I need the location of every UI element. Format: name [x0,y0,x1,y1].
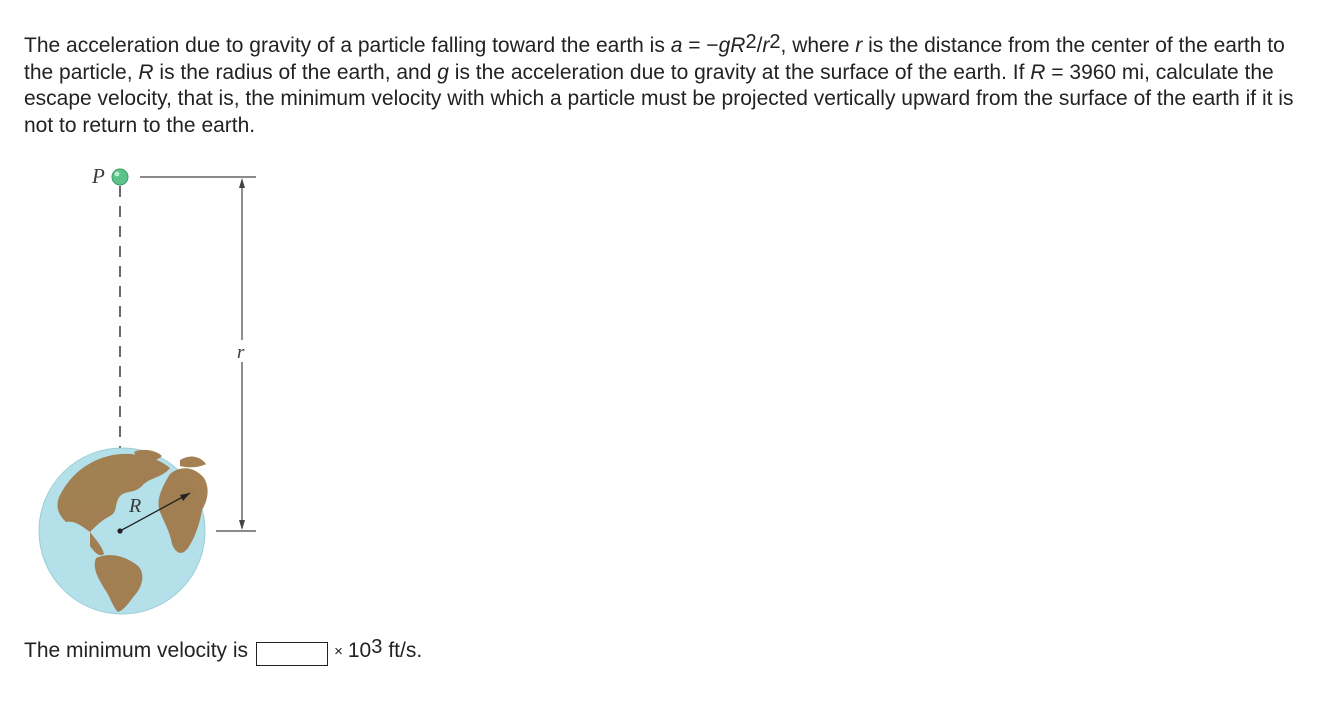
exponent-2a: 2 [745,31,757,53]
answer-prefix: The minimum velocity is [24,639,249,662]
equals-minus: = − [682,34,719,57]
r-arrow-down [239,520,245,530]
slash: / [756,34,763,57]
var-R: R [138,60,154,84]
problem-text-4: is the radius of the earth, and [153,60,438,84]
problem-text-3: is the distance from the center of the earth to the particle, [24,34,1285,84]
answer-row: The minimum velocity is × 10 $^3$ ft/s. [24,636,422,666]
earth-diagram [30,160,270,620]
particle-icon [112,169,128,185]
problem-text-6: = 3960 mi, calculate the escape velocity, that is, the minimum velocity with which a particle must be projected vertically upward from the surface of the earth if it is not to return to the earth. [24,60,1294,137]
problem-text-1: The acceleration due to gravity of a particle falling toward the earth is [24,34,671,57]
var-a: a [670,34,683,57]
label-r: r [237,342,245,363]
var-r: r [762,34,770,57]
label-P: P [92,164,105,188]
earth-figure [30,160,270,620]
var-g: g [437,60,449,84]
problem-text-2: , where [780,34,856,57]
power-base: 10 [347,639,372,662]
var-gR: gR [718,34,746,57]
earth-center-dot [117,528,122,533]
unit-label: ft/s. [388,639,423,662]
label-R: R [129,495,142,517]
problem-text-5: is the acceleration due to gravity at the surface of the earth. If [448,60,1031,84]
velocity-answer-input[interactable] [256,642,328,666]
var-R-2: R [1030,60,1046,84]
var-r-2: r [855,34,863,57]
particle-highlight [115,172,120,177]
exponent-2b: 2 [769,31,781,53]
times-symbol: × [334,643,343,660]
problem-statement [24,33,1314,139]
r-arrow-up [239,178,245,188]
